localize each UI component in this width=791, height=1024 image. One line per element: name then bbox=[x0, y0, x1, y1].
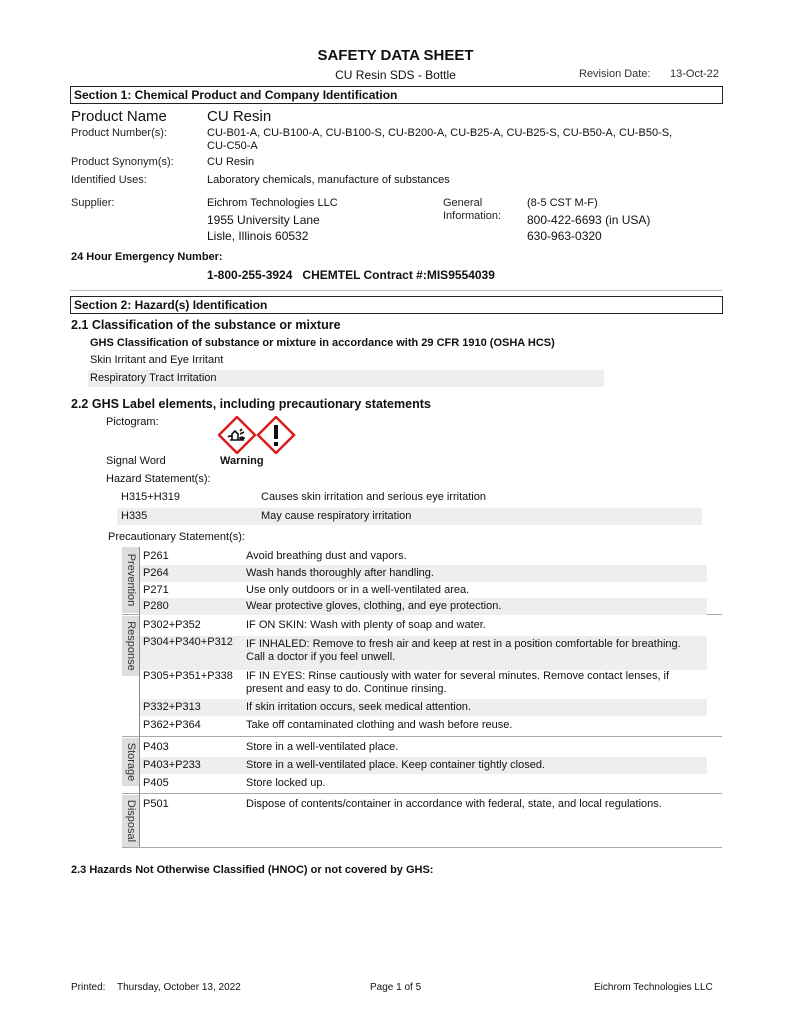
signal-word-value: Warning bbox=[220, 455, 264, 467]
subsection-2-2-heading: 2.2 GHS Label elements, including precautionary statements bbox=[71, 397, 431, 411]
product-number-line2: CU-C50-A bbox=[207, 140, 258, 152]
ghs-classification-heading: GHS Classification of substance or mixture in accordance with 29 CFR 1910 (OSHA HCS) bbox=[90, 337, 555, 349]
footer-company: Eichrom Technologies LLC bbox=[594, 982, 713, 993]
hazard-row bbox=[117, 489, 702, 506]
precautionary-row: P305+P351+P338 IF IN EYES: Rinse cautiously with water for several minutes. Remove contact lenses, if present and easy to do. Continue rinsing. bbox=[143, 670, 670, 695]
precautionary-row: P501 Dispose of contents/container in accordance with federal, state, and local regulations. bbox=[143, 798, 662, 810]
phone-intl: 630-963-0320 bbox=[527, 229, 602, 243]
group-separator bbox=[122, 847, 722, 848]
hazard-text: Causes skin irritation and serious eye irritation bbox=[261, 491, 486, 503]
product-number-label: Product Number(s): bbox=[71, 127, 167, 139]
pictogram-label: Pictogram: bbox=[106, 416, 159, 428]
group-separator bbox=[122, 793, 722, 794]
section-divider bbox=[70, 290, 722, 291]
section2-heading: Section 2: Hazard(s) Identification bbox=[70, 296, 723, 314]
subsection-2-3-heading: 2.3 Hazards Not Otherwise Classified (HNOC) or not covered by GHS: bbox=[71, 864, 434, 876]
classification-item: Skin Irritant and Eye Irritant bbox=[90, 354, 224, 366]
precautionary-label: Precautionary Statement(s): bbox=[108, 531, 245, 543]
revision-date: 13-Oct-22 bbox=[670, 68, 719, 80]
hazard-code: H315+H319 bbox=[121, 491, 181, 503]
revision-label: Revision Date: bbox=[579, 68, 651, 80]
precautionary-row: P403+P233 Store in a well-ventilated place. Keep container tightly closed. bbox=[140, 757, 707, 774]
supplier-address2: Lisle, Illinois 60532 bbox=[207, 229, 309, 243]
synonym-value: CU Resin bbox=[207, 156, 255, 168]
classification-item: Respiratory Tract Irritation bbox=[88, 370, 604, 387]
pictogram-row bbox=[218, 416, 298, 454]
general-info-label-2: Information: bbox=[443, 210, 502, 222]
office-hours: (8-5 CST M-F) bbox=[527, 197, 598, 209]
product-number-line1: CU-B01-A, CU-B100-A, CU-B100-S, CU-B200-A, CU-B25-A, CU-B25-S, CU-B50-A, CU-B50-S, bbox=[207, 127, 673, 139]
page-number: Page 1 of 5 bbox=[370, 982, 422, 993]
emergency-label: 24 Hour Emergency Number: bbox=[71, 251, 223, 263]
document-subtitle: CU Resin SDS - Bottle bbox=[335, 68, 456, 82]
precautionary-row: P302+P352 IF ON SKIN: Wash with plenty of soap and water. bbox=[143, 619, 486, 631]
synonym-label: Product Synonym(s): bbox=[71, 156, 174, 168]
supplier-label: Supplier: bbox=[71, 197, 115, 209]
supplier-name: Eichrom Technologies LLC bbox=[207, 197, 338, 209]
precautionary-row: P332+P313 If skin irritation occurs, seek medical attention. bbox=[140, 699, 707, 716]
uses-value: Laboratory chemicals, manufacture of substances bbox=[207, 174, 450, 186]
environment-hazard-icon bbox=[219, 417, 255, 453]
hazard-row bbox=[117, 508, 702, 525]
precautionary-row: P405 Store locked up. bbox=[143, 777, 326, 789]
precautionary-row: P261 Avoid breathing dust and vapors. bbox=[143, 550, 407, 562]
general-info-label-1: General bbox=[443, 197, 483, 209]
subsection-2-1-heading: 2.1 Classification of the substance or mixture bbox=[71, 318, 341, 332]
printed-label: Printed: bbox=[71, 982, 106, 993]
category-disposal: Disposal bbox=[122, 795, 139, 847]
supplier-address1: 1955 University Lane bbox=[207, 213, 320, 227]
precautionary-row: P280 Wear protective gloves, clothing, and eye protection. bbox=[140, 598, 707, 615]
category-response: Response bbox=[122, 616, 139, 676]
precautionary-row: P264 Wash hands thoroughly after handling. bbox=[140, 565, 707, 582]
precautionary-row: P271 Use only outdoors or in a well-ventilated area. bbox=[143, 584, 470, 596]
precautionary-row: P362+P364 Take off contaminated clothing and wash before reuse. bbox=[143, 719, 513, 731]
category-storage: Storage bbox=[122, 738, 139, 786]
product-name: CU Resin bbox=[207, 108, 272, 125]
phone-usa: 800-422-6693 (in USA) bbox=[527, 213, 651, 227]
hazard-text: May cause respiratory irritation bbox=[261, 510, 412, 522]
precautionary-row: P304+P340+P312 IF INHALED: Remove to fresh air and keep at rest in a position comfortable for breathing. Call a doctor if you feel unwell. bbox=[140, 636, 707, 670]
printed-date: Thursday, October 13, 2022 bbox=[117, 982, 241, 993]
section1-heading: Section 1: Chemical Product and Company Identification bbox=[70, 86, 723, 104]
exclamation-mark-icon bbox=[258, 417, 294, 453]
signal-word-label: Signal Word bbox=[106, 455, 166, 467]
hazard-code: H335 bbox=[121, 510, 148, 522]
uses-label: Identified Uses: bbox=[71, 174, 147, 186]
group-separator bbox=[122, 736, 722, 737]
emergency-number: 1-800-255-3924 CHEMTEL Contract #:MIS9554039 bbox=[207, 268, 495, 282]
precautionary-row: P403 Store in a well-ventilated place. bbox=[143, 741, 399, 753]
category-prevention: Prevention bbox=[122, 547, 139, 613]
hazard-statements-label: Hazard Statement(s): bbox=[106, 473, 211, 485]
product-name-label: Product Name bbox=[71, 108, 167, 125]
document-title: SAFETY DATA SHEET bbox=[317, 47, 474, 64]
